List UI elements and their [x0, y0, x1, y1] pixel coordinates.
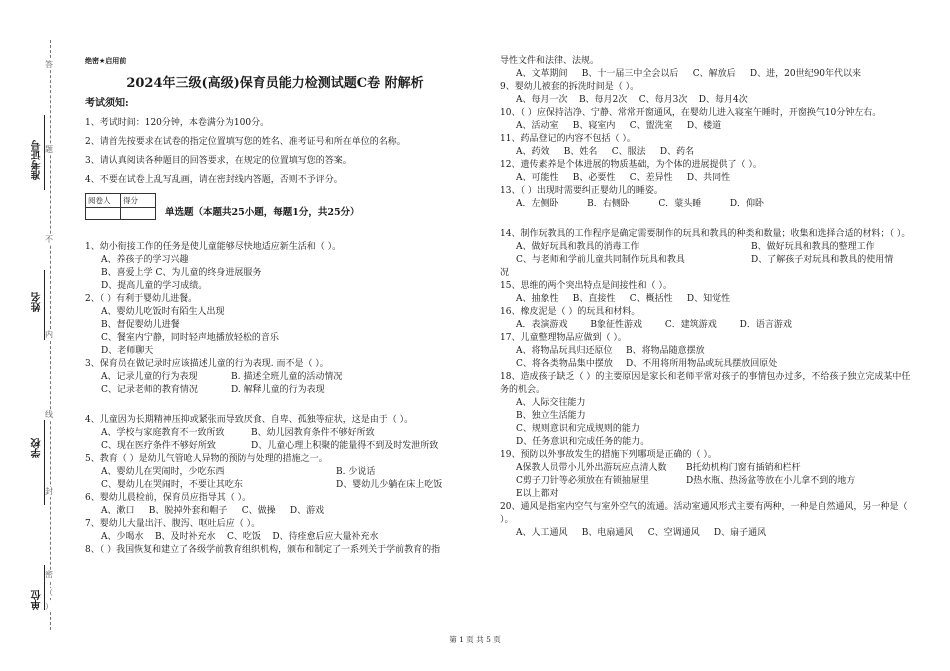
question-1: 1、幼小衔接工作的任务是使儿童能够尽快地适应新生活和（ ）。	[85, 242, 342, 252]
question-10: 10、（ ）应保持洁净、宁静、常常开窗通风，在婴幼儿进入寝室午睡时，开窗换气10分钟左右。	[500, 108, 882, 118]
name-label: 姓名	[32, 292, 43, 312]
option: D、不用将所用物品或玩具摆放回原处	[626, 359, 778, 369]
question-6: 6、婴幼儿晨检前，保育员应指导其（ ）。	[85, 493, 252, 503]
option: D、婴幼儿少躺在床上吃饭	[336, 480, 443, 490]
seal-char: 封	[45, 487, 53, 496]
question-14: 14、制作玩教具的工作程序是确定需要制作的玩具和教具的种类和数量；收集和选择合适的材料；（ ）。	[500, 229, 911, 239]
option-row: A、活动室 B、寝室内 C、盥洗室 D、楼道	[516, 121, 722, 131]
page-title: 2024年三级(高级)保育员能力检测试题C卷 附解析	[126, 76, 424, 91]
option: A、将物品玩具归还原位	[516, 346, 613, 356]
option: A、人际交往能力	[516, 398, 586, 408]
rule-item: 2、请首先按要求在试卷的指定位置填写您的姓名、准考证号和所在单位的名称。	[85, 137, 406, 147]
option: C、规则意识和完成规则的能力	[516, 424, 640, 434]
score-table	[85, 193, 156, 220]
option: D、了解孩子对玩具和教具的使用情	[751, 255, 894, 265]
option-row: A、药效 B、姓名 C、服法 D、药名	[516, 147, 695, 157]
option-row: A、漱口 B、脱掉外套和帽子 C、做操 D、游戏	[101, 506, 325, 516]
question-20: 20、通风是指室内空气与室外空气的流通。活动室通风形式主要有两种，一种是自然通风，另一种是（ ）。	[500, 502, 908, 525]
option: A保教人员带小儿外出游玩应点清人数	[516, 463, 667, 473]
question-16: 16、橡皮泥是（ ）的玩具和材料。	[500, 307, 641, 317]
exam-id-label: 准考证号	[32, 140, 43, 180]
option-row: A．表演游戏 B象征性游戏 C．建筑游戏 D．语言游戏	[516, 320, 792, 330]
notice-heading: 考试须知:	[85, 98, 129, 109]
seal-char: 线	[45, 410, 53, 419]
question-4: 4、儿童因为长期精神压抑或紧张而导致厌食、自卑、孤独等症状，这是由于（ ）。	[85, 415, 414, 425]
option-row	[500, 462, 915, 475]
option-row: A、文革期间 B、十一届三中全会以后 C、解放后 D、进，20世纪90年代以来	[516, 69, 862, 79]
seal-char: ）	[45, 602, 53, 611]
rule-item: 1、考试时间：120分钟，本卷满分为100分。	[85, 118, 270, 128]
option-row: A、少喝水 B、及时补充水 C、吃饭 D、待痊愈后应大量补充水	[101, 532, 379, 542]
page-number: 第 1 页 共 5 页	[449, 635, 501, 644]
option: C剪子刀针等必须放在有锁抽屉里	[516, 476, 649, 486]
question-9: 9、婴幼儿被套的拆洗时间是（ ）。	[500, 82, 640, 92]
question-18: 18、造成孩子缺乏（ ）的主要原因是家长和老师平常对孩子的事情包办过多，不给孩子独立完成某中任务的机会。	[500, 372, 911, 395]
option: B. 少说话	[336, 467, 376, 477]
question-12: 12、遗传素养是个体进展的物质基础，为个体的进展提供了（ ）。	[500, 160, 762, 170]
option-row	[85, 384, 480, 397]
question-19: 19、预防以外事故发生的措施下列哪项是正确的（ ）。	[500, 450, 717, 460]
seal-char: 内	[45, 330, 53, 339]
option: B、喜爱上学 C、为儿童的终身进展服务	[101, 268, 262, 278]
secret-mark: 绝密★启用前	[85, 57, 127, 65]
question-13: 13、（ ）出现时需要纠正婴幼儿的睡姿。	[500, 186, 663, 196]
option-row	[85, 440, 480, 453]
seal-char: 不	[45, 235, 53, 244]
question-7: 7、婴幼儿大量出汗、腹泻、呕吐后应（ ）。	[85, 519, 261, 529]
left-column	[85, 55, 480, 557]
option-row	[500, 475, 915, 488]
option: A、婴幼儿在哭闹时，少吃东西	[101, 467, 225, 477]
rule-item: 3、请认真阅读各种题目的回答要求，在规定的位置填写您的答案。	[85, 156, 352, 166]
option: C、餐室内宁静，同时轻声地播放轻松的音乐	[101, 333, 279, 343]
grader-blank[interactable]	[86, 208, 121, 220]
option: B、做好玩具和教具的整理工作	[751, 242, 875, 252]
option: C、将各类物品集中摆放	[516, 359, 613, 369]
option: D热水瓶、热汤盆等放在小儿拿不到的地方	[686, 476, 856, 486]
option: A、记录儿童的行为表现	[101, 372, 198, 382]
option-row	[85, 479, 480, 492]
binding-margin	[0, 0, 62, 671]
option: D、任务意识和完成任务的能力。	[516, 437, 650, 447]
score-row	[85, 193, 480, 227]
unit-label: 单位	[32, 590, 43, 610]
option: D、儿童心理上积聚的能量得不到及时发泄所致	[251, 441, 439, 451]
option: A、养孩子的学习兴趣	[101, 255, 189, 265]
option-row	[85, 466, 480, 479]
option-row: A、每月一次 B、每月2次 C、每月3次 D、每月4次	[516, 95, 748, 105]
option: A、学校与家庭教育不一致所致	[101, 428, 225, 438]
score-blank[interactable]	[121, 208, 156, 220]
option: D、提高儿童的学习成绩。	[101, 281, 208, 291]
seal-char: 题	[45, 145, 53, 154]
section-title: 单选题（本题共25小题，每题1分，共25分）	[165, 207, 360, 218]
option-continued: 况	[500, 268, 510, 278]
question-8-continued: 导性文件和法律、法规。	[500, 56, 600, 66]
option: D. 解释儿童的行为表现	[231, 385, 325, 395]
grader-cell: 阅卷人	[86, 194, 121, 208]
question-5: 5、教育（ ）是幼儿气管呛人异物的预防与处理的措施之一。	[85, 454, 328, 464]
option: C、与老师和学前儿童共同制作玩具和教具	[516, 255, 685, 265]
option-row	[500, 358, 915, 371]
question-15: 15、思维的两个突出特点是间接性和（ ）。	[500, 281, 672, 291]
question-8: 8、（ ）我国恢复和建立了各级学前教育组织机构，颁布和制定了一系列关于学前教育的指	[85, 545, 441, 555]
score-cell: 得分	[121, 194, 156, 208]
option: B、督促婴幼儿进餐	[101, 320, 180, 330]
question-17: 17、儿童整理物品应做到（ ）。	[500, 333, 627, 343]
option: C、记录老师的教育情况	[101, 385, 198, 395]
option: A、做好玩具和教具的消毒工作	[516, 242, 640, 252]
seal-char: 答	[45, 60, 53, 69]
option: B、将物品随意摆放	[626, 346, 705, 356]
option-row	[500, 241, 915, 254]
question-11: 11、药品登记的内容不包括（ ）。	[500, 134, 636, 144]
seal-char: （	[45, 588, 53, 597]
option-row	[500, 345, 915, 358]
right-column	[500, 55, 915, 540]
option-row: A、可能性 B、必要性 C、差异性 D、共同性	[516, 173, 731, 183]
option-row	[85, 427, 480, 440]
option: B托幼机构门窗有插销和栏杆	[686, 463, 801, 473]
rule-item: 4、不要在试卷上乱写乱画，请在密封线内答题，否则不予评分。	[85, 175, 343, 185]
option: C、婴幼儿在哭闹时，不要让其吃东	[101, 480, 243, 490]
option: B. 描述全班儿童的活动情况	[231, 372, 343, 382]
option-row	[500, 254, 915, 267]
question-3: 3、保育员在做记录时应该描述儿童的行为表现. 而不是（ ）。	[85, 359, 329, 369]
option: B、独立生活能力	[516, 411, 586, 421]
option: E以上都对	[516, 489, 559, 499]
option: C、现在医疗条件不够好所致	[101, 441, 216, 451]
option: A、婴幼儿吃饭时有陌生人出现	[101, 307, 225, 317]
seal-char: 密	[45, 570, 53, 579]
option: B、幼儿园教育条件不够好所致	[251, 428, 375, 438]
question-2: 2、（ ）有利于婴幼儿进餐。	[85, 294, 198, 304]
school-label: 学校	[32, 438, 43, 458]
option-row: A、人工通风 B、电扇通风 C、空调通风 D、扇子通风	[516, 528, 767, 538]
option-row: A．左侧卧 B．右侧卧 C．蒙头睡 D．仰卧	[516, 199, 765, 209]
option-row	[85, 371, 480, 384]
option-row: A、抽象性 B、直接性 C、概括性 D、知觉性	[516, 294, 731, 304]
option: D、老师聊天	[101, 346, 154, 356]
